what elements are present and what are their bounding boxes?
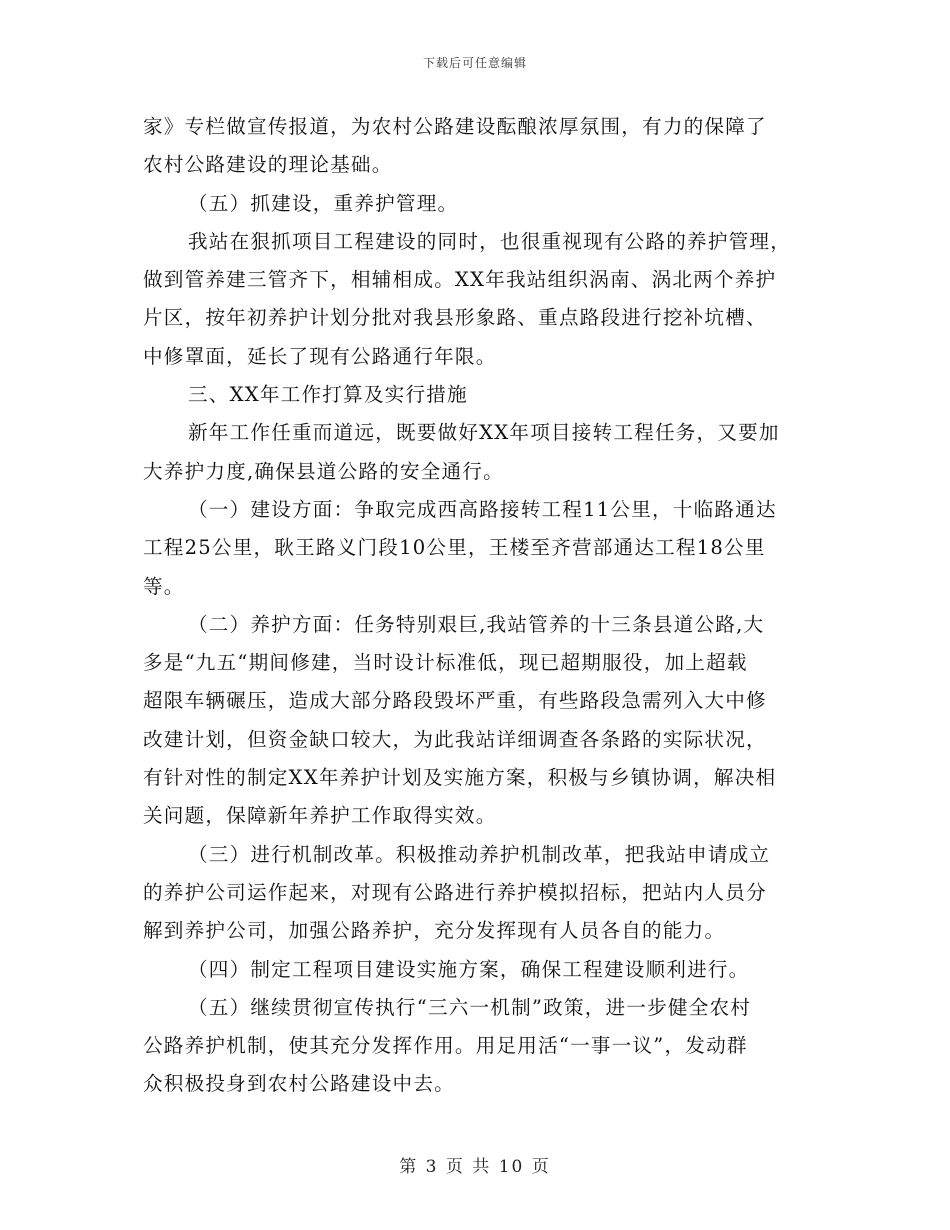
text-line: 多是“九五“期间修建，当时设计标准低，现已超期服役，加上超载 <box>143 651 748 675</box>
text-line: 关问题，保障新年养护工作取得实效。 <box>143 804 497 828</box>
text-line: 我站在狠抓项目工程建设的同时，也很重视现有公路的养护管理， <box>188 229 792 253</box>
page-footer: 第 3 页 共 10 页 <box>399 1157 551 1177</box>
text-line: 改建计划，但资金缺口较大，为此我站详细调查各条路的实际状况， <box>143 727 767 751</box>
text-line: （一）建设方面：争取完成西高路接转工程11公里，十临路通达 <box>188 497 777 521</box>
text-line: 工程25公里，耿王路义门段10公里，王楼至齐营部通达工程18公里 <box>143 536 766 560</box>
text-line: 农村公路建设的理论基础。 <box>143 153 393 177</box>
text-line: 众积极投身到农村公路建设中去。 <box>143 1072 455 1096</box>
text-line: 超限车辆碾压，造成大部分路段毁坏严重，有些路段急需列入大中修 <box>143 689 767 713</box>
text-line: （五）抓建设，重养护管理。 <box>188 191 459 215</box>
page-header: 下载后可任意编辑 <box>422 56 527 70</box>
text-line: 新年工作任重而道远，既要做好XX年项目接转工程任务，又要加 <box>188 421 780 445</box>
text-line: 做到管养建三管齐下，相辅相成。XX年我站组织涡南、涡北两个养护 <box>143 268 777 292</box>
text-line: 片区，按年初养护计划分批对我县形象路、重点路段进行挖补坑槽、 <box>143 306 767 330</box>
text-line: 大养护力度,确保县道公路的安全通行。 <box>143 459 504 483</box>
text-line: 家》专栏做宣传报道，为农村公路建设酝酿浓厚氛围，有力的保障了 <box>143 115 767 138</box>
text-line: 有针对性的制定XX年养护计划及实施方案，积极与乡镇协调，解决相 <box>143 766 777 790</box>
text-line: 中修罩面，延长了现有公路通行年限。 <box>143 344 497 368</box>
text-line: 的养护公司运作起来，对现有公路进行养护模拟招标，把站内人员分 <box>143 880 767 904</box>
text-line: 解到养护公司，加强公路养护，充分发挥现有人员各自的能力。 <box>143 919 726 943</box>
text-line: （二）养护方面：任务特别艰巨,我站管养的十三条县道公路,大 <box>188 612 765 636</box>
text-line: （三）进行机制改革。积极推动养护机制改革，把我站申请成立 <box>188 842 771 866</box>
text-line: 等。 <box>143 574 185 598</box>
text-line: （五）继续贯彻宣传执行“三六一机制”政策，进一步健全农村 <box>188 995 752 1019</box>
text-line: （四）制定工程项目建设实施方案，确保工程建设顺利进行。 <box>188 957 750 981</box>
text-line: 公路养护机制，使其充分发挥作用。用足用活“一事一议”，发动群 <box>143 1034 748 1058</box>
text-line: 三、XX年工作打算及实行措施 <box>188 383 468 407</box>
document-body <box>143 108 811 1104</box>
